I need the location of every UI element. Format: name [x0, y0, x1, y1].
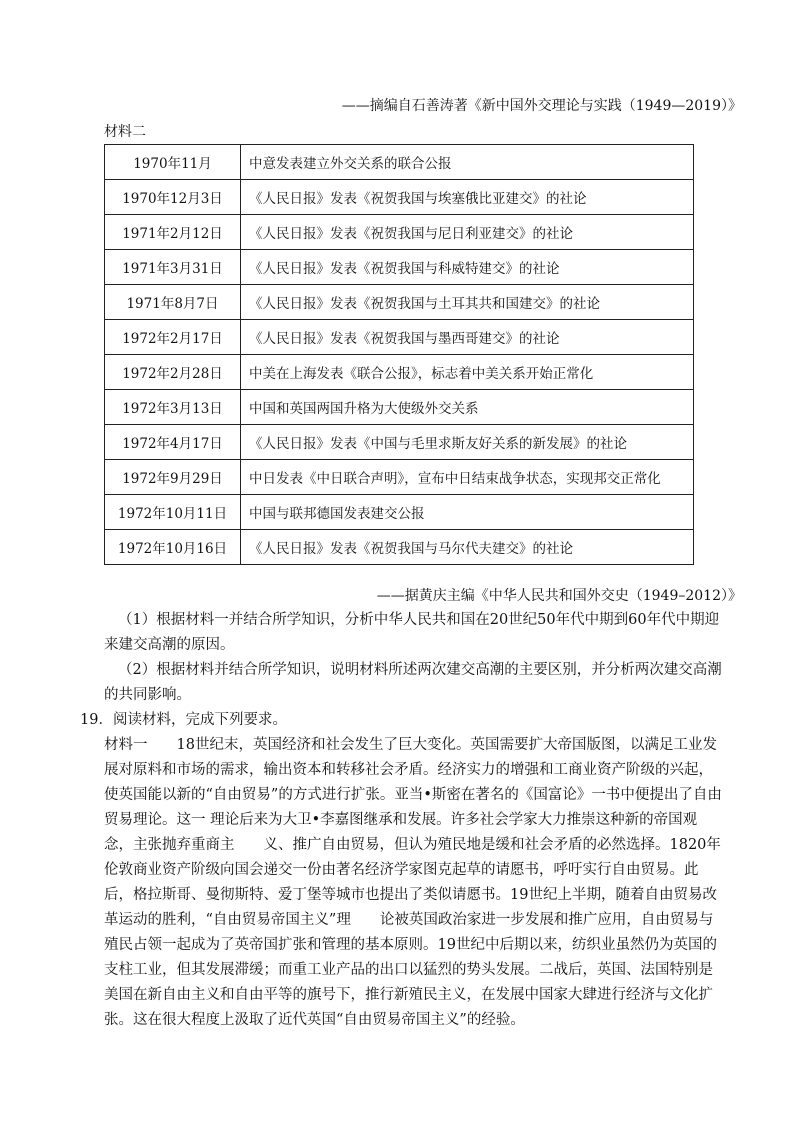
event-date: 1970年11月 [105, 145, 241, 180]
question-19-material-1: 材料一 18世纪末，英国经济和社会发生了巨大变化。英国需要扩大帝国版图，以满足工业发展对原料和市场的需求，输出资本和转移社会矛盾。经济实力的增强和工商业资产阶级的兴起，使英国能以新的“自由贸易”的方式进行扩张。亚当•斯密在著名的《国富论》一书中便提出了自由贸易理论。这一 理论后来为大卫•李嘉图继承和发展。许多社会学家大力推崇这种新的帝国观念，主张抛弃重商主 义、推广自由贸易，但认为殖民地是缓和社会矛盾的必然选择。1820年伦敦商业资产阶级向国会递交一份由著名经济学家图克起草的请愿书，呼吁实行自由贸易。此后，格拉斯哥、曼彻斯特、爱丁堡等城市也提出了类似请愿书。19世纪上半期，随着自由贸易改革运动的胜利，“自由贸易帝国主义”理 论被英国政治家进一步发展和推广应用，自由贸易与殖民占领一起成为了英帝国扩张和管理的基本原则。19世纪中后期以来，纺织业虽然仍为英国的支柱工业，但其发展滞缓；而重工业产品的出口以猛烈的势头发展。二战后，英国、法国特别是美国在新自由主义和自由平等的旗号下，推行新殖民主义，在发展中国家大肆进行经济与文化扩张。这在很大程度上汲取了近代英国“自由贸易帝国主义”的经验。 [104, 737, 722, 1028]
event-description: 《人民日报》发表《祝贺我国与科威特建交》的社论 [241, 250, 694, 285]
table-row [105, 390, 694, 425]
table-row [105, 320, 694, 355]
event-date: 1971年2月12日 [105, 215, 241, 250]
event-date: 1971年8月7日 [105, 285, 241, 320]
event-description: 《人民日报》发表《祝贺我国与土耳其共和国建交》的社论 [241, 285, 694, 320]
table-row [105, 355, 694, 390]
question-2: （2）根据材料并结合所学知识，说明材料所述两次建交高潮的主要区别，并分析两次建交高潮的共同影响。 [104, 662, 722, 703]
diplomatic-events-table [104, 144, 694, 565]
table-row [105, 530, 694, 565]
table-row [105, 250, 694, 285]
event-date: 1972年9月29日 [105, 460, 241, 495]
event-description: 《人民日报》发表《祝贺我国与墨西哥建交》的社论 [241, 320, 694, 355]
event-date: 1972年3月13日 [105, 390, 241, 425]
table-row [105, 215, 694, 250]
table-row [105, 145, 694, 180]
event-description: 中日发表《中日联合声明》，宣布中日结束战争状态，实现邦交正常化 [241, 460, 694, 495]
event-date: 1970年12月3日 [105, 180, 241, 215]
event-description: 中国与联邦德国发表建交公报 [241, 495, 694, 530]
event-date: 1971年3月31日 [105, 250, 241, 285]
source-citation-top: ——摘编自石善涛著《新中国外交理论与实践（1949—2019）》 [341, 98, 742, 114]
question-1: （1）根据材料一并结合所学知识，分析中华人民共和国在20世纪50年代中期到60年代中期迎来建交高潮的原因。 [104, 612, 720, 653]
event-description: 《人民日报》发表《祝贺我国与尼日利亚建交》的社论 [241, 215, 694, 250]
event-description: 中美在上海发表《联合公报》，标志着中美关系开始正常化 [241, 355, 694, 390]
event-description: 中国和英国两国升格为大使级外交关系 [241, 390, 694, 425]
event-date: 1972年10月11日 [105, 495, 241, 530]
table-row [105, 460, 694, 495]
source-citation-bottom: ——据黄庆主编《中华人民共和国外交史（1949–2012）》 [376, 588, 742, 604]
table-row [105, 180, 694, 215]
event-date: 1972年2月28日 [105, 355, 241, 390]
table-row [105, 285, 694, 320]
table-row [105, 425, 694, 460]
event-date: 1972年2月17日 [105, 320, 241, 355]
event-description: 《人民日报》发表《中国与毛里求斯友好关系的新发展》的社论 [241, 425, 694, 460]
question-19-title: 19．阅读材料，完成下列要求。 [80, 712, 287, 728]
table-row [105, 495, 694, 530]
event-description: 《人民日报》发表《祝贺我国与埃塞俄比亚建交》的社论 [241, 180, 694, 215]
material-2-label: 材料二 [104, 124, 146, 140]
event-description: 《人民日报》发表《祝贺我国与马尔代夫建交》的社论 [241, 530, 694, 565]
event-date: 1972年4月17日 [105, 425, 241, 460]
event-description: 中意发表建立外交关系的联合公报 [241, 145, 694, 180]
event-date: 1972年10月16日 [105, 530, 241, 565]
